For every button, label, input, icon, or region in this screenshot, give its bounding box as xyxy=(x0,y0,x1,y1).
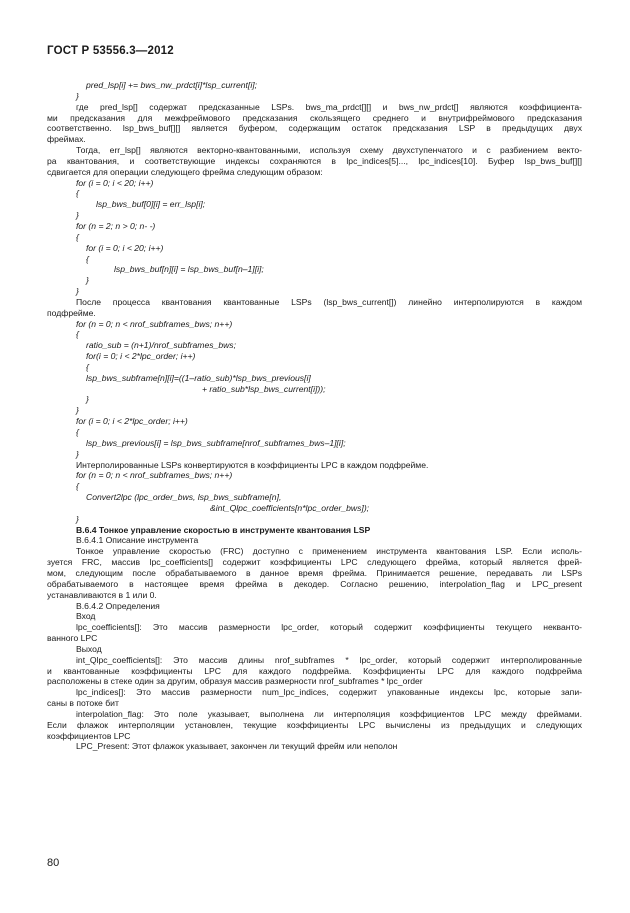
text-line: зуется FRC, массив lpc_coefficients[] содержит коэффициенты LPC следующего фрейма, который является фрей- xyxy=(47,557,582,568)
code-line: } xyxy=(76,286,79,297)
text-line: Выход xyxy=(76,643,102,654)
text-line: расположены в стеке один за другим, образуя массив размерности nrof_subframes * lpc_order xyxy=(47,676,423,687)
code-line: + ratio_sub*lsp_bws_current[i])); xyxy=(202,383,326,394)
text-line: Интерполированные LSPs конвертируются в коэффициенты LPC в каждом подфрейме. xyxy=(76,459,429,470)
text-line: соответственно. lsp_bws_buf[][] является буфером, содержащим остаток предсказания LSP в предыдущих двух xyxy=(47,123,582,134)
code-line: ratio_sub = (n+1)/nrof_subframes_bws; xyxy=(86,340,236,351)
text-line: lpc_indices[]: Это массив размерности num_lpc_indices, содержит упакованные индексы lpc, которые запи- xyxy=(76,687,582,698)
code-line: for (n = 0; n < nrof_subframes_bws; n++) xyxy=(76,318,233,329)
code-line: lsp_bws_buf[n][i] = lsp_bws_buf[n–1][i]; xyxy=(114,264,264,275)
code-line: for (i = 0; i < 20; i++) xyxy=(86,242,164,253)
text-line: фреймах. xyxy=(47,134,86,145)
code-line: } xyxy=(86,394,89,405)
text-line: обрабатываемого в настоящее время фрейма в декодер. Согласно решению, interpolation_flag и LPC_present xyxy=(47,578,582,589)
text-line: interpolation_flag: Это поле указывает, выполнена ли интерполяция коэффициентов LPC между фреймами. xyxy=(76,708,582,719)
code-line: { xyxy=(76,188,79,199)
document-header: ГОСТ Р 53556.3—2012 xyxy=(47,45,174,57)
text-line: int_Qlpc_coefficients[]: Это массив длины nrof_subframes * lpc_order, который содержит интерполированные xyxy=(76,654,582,665)
code-line: { xyxy=(76,329,79,340)
code-line: for (i = 0; i < 2*lpc_order; i++) xyxy=(76,416,188,427)
text-line: устанавливаются в 1 или 0. xyxy=(47,589,157,600)
code-line: { xyxy=(76,481,79,492)
code-line: for (n = 2; n > 0; n- -) xyxy=(76,220,156,231)
text-line: подфрейме. xyxy=(47,307,96,318)
code-line: &int_Qlpc_coefficients[n*lpc_order_bws]); xyxy=(210,502,370,513)
section-heading: B.6.4 Тонкое управление скоростью в инструменте квантования LSP xyxy=(76,524,371,535)
text-line: коэффициентов LPC xyxy=(47,730,131,741)
code-line: for (n = 0; n < nrof_subframes_bws; n++) xyxy=(76,470,233,481)
page-body xyxy=(47,80,582,752)
text-line: Если флажок интерполяции установлен, текущие коэффициенты LPC вычислены из предыдущих и следующих xyxy=(47,719,582,730)
subsection-heading: B.6.4.1 Описание инструмента xyxy=(76,535,199,546)
code-line: for(i = 0; i < 2*lpc_order; i++) xyxy=(86,351,196,362)
text-line: ра квантования, и соответствующие индексы сохраняются в lpc_indices[5]..., lpc_indices[10]. Буфер lsp_bws_buf[][] xyxy=(47,155,582,166)
code-line: Convert2lpc (lpc_order_bws, lsp_bws_subframe[n], xyxy=(86,492,282,503)
code-line: { xyxy=(76,231,79,242)
code-line: lsp_bws_buf[0][i] = err_lsp[i]; xyxy=(96,199,206,210)
code-line: lsp_bws_subframe[n][i]=((1–ratio_sub)*lsp_bws_previous[i] xyxy=(86,372,311,383)
text-line: ми предсказания для межфреймового предсказания скользящего среднего и внутрифреймового предсказания xyxy=(47,112,582,123)
code-line: { xyxy=(76,427,79,437)
code-line: lsp_bws_previous[i] = lsp_bws_subframe[nrof_subframes_bws–1][i]; xyxy=(86,437,346,448)
text-line: ванного LPC xyxy=(47,633,98,644)
text-line: где pred_lsp[] содержат предсказанные LSPs. bws_ma_prdct[][] и bws_nw_prdct[] являются коэффициента- xyxy=(76,101,582,112)
text-line: LPC_Present: Этот флажок указывает, закончен ли текущий фрейм или неполон xyxy=(76,741,398,752)
code-line: { xyxy=(86,253,89,264)
code-line: } xyxy=(76,90,79,101)
text-line: мом, следующим после обрабатываемого в данное время фрейма. Принимается решение, передавать ли LSPs xyxy=(47,567,582,578)
code-line: for (i = 0; i < 20; i++) xyxy=(76,177,154,188)
code-line: } xyxy=(76,405,79,416)
code-line: } xyxy=(76,210,79,221)
code-line: pred_lsp[i] += bws_nw_prdct[i]*lsp_current[i]; xyxy=(86,80,258,90)
code-line: } xyxy=(76,448,79,459)
text-line: сдвигается для операции следующего фрейма следующим образом: xyxy=(47,166,323,177)
code-line: } xyxy=(86,275,89,286)
text-line: и квантованные коэффициенты LPC для каждого подфрейма. Коэффициенты LPC для каждого подфрейма xyxy=(47,665,582,676)
text-line: После процесса квантования квантованные LSPs (lsp_bws_current[]) линейно интерполируются в каждом xyxy=(76,296,582,307)
text-line: Тонкое управление скоростью (FRC) доступно с применением инструмента квантования LSP. Если исполь- xyxy=(76,546,582,557)
code-line: { xyxy=(86,361,89,372)
subsection-heading: B.6.4.2 Определения xyxy=(76,600,160,611)
text-line: саны в потоке бит xyxy=(47,698,119,709)
text-line: Вход xyxy=(76,611,96,622)
text-line: Тогда, err_lsp[] являются векторно-квантованными, используя схему двухступенчатого и с разбиением векто- xyxy=(76,145,582,156)
page-number: 80 xyxy=(47,857,60,869)
code-line: } xyxy=(76,513,79,524)
text-line: lpc_coefficients[]: Это массив размерности lpc_order, который содержит коэффициенты текущего некванто- xyxy=(76,622,582,633)
